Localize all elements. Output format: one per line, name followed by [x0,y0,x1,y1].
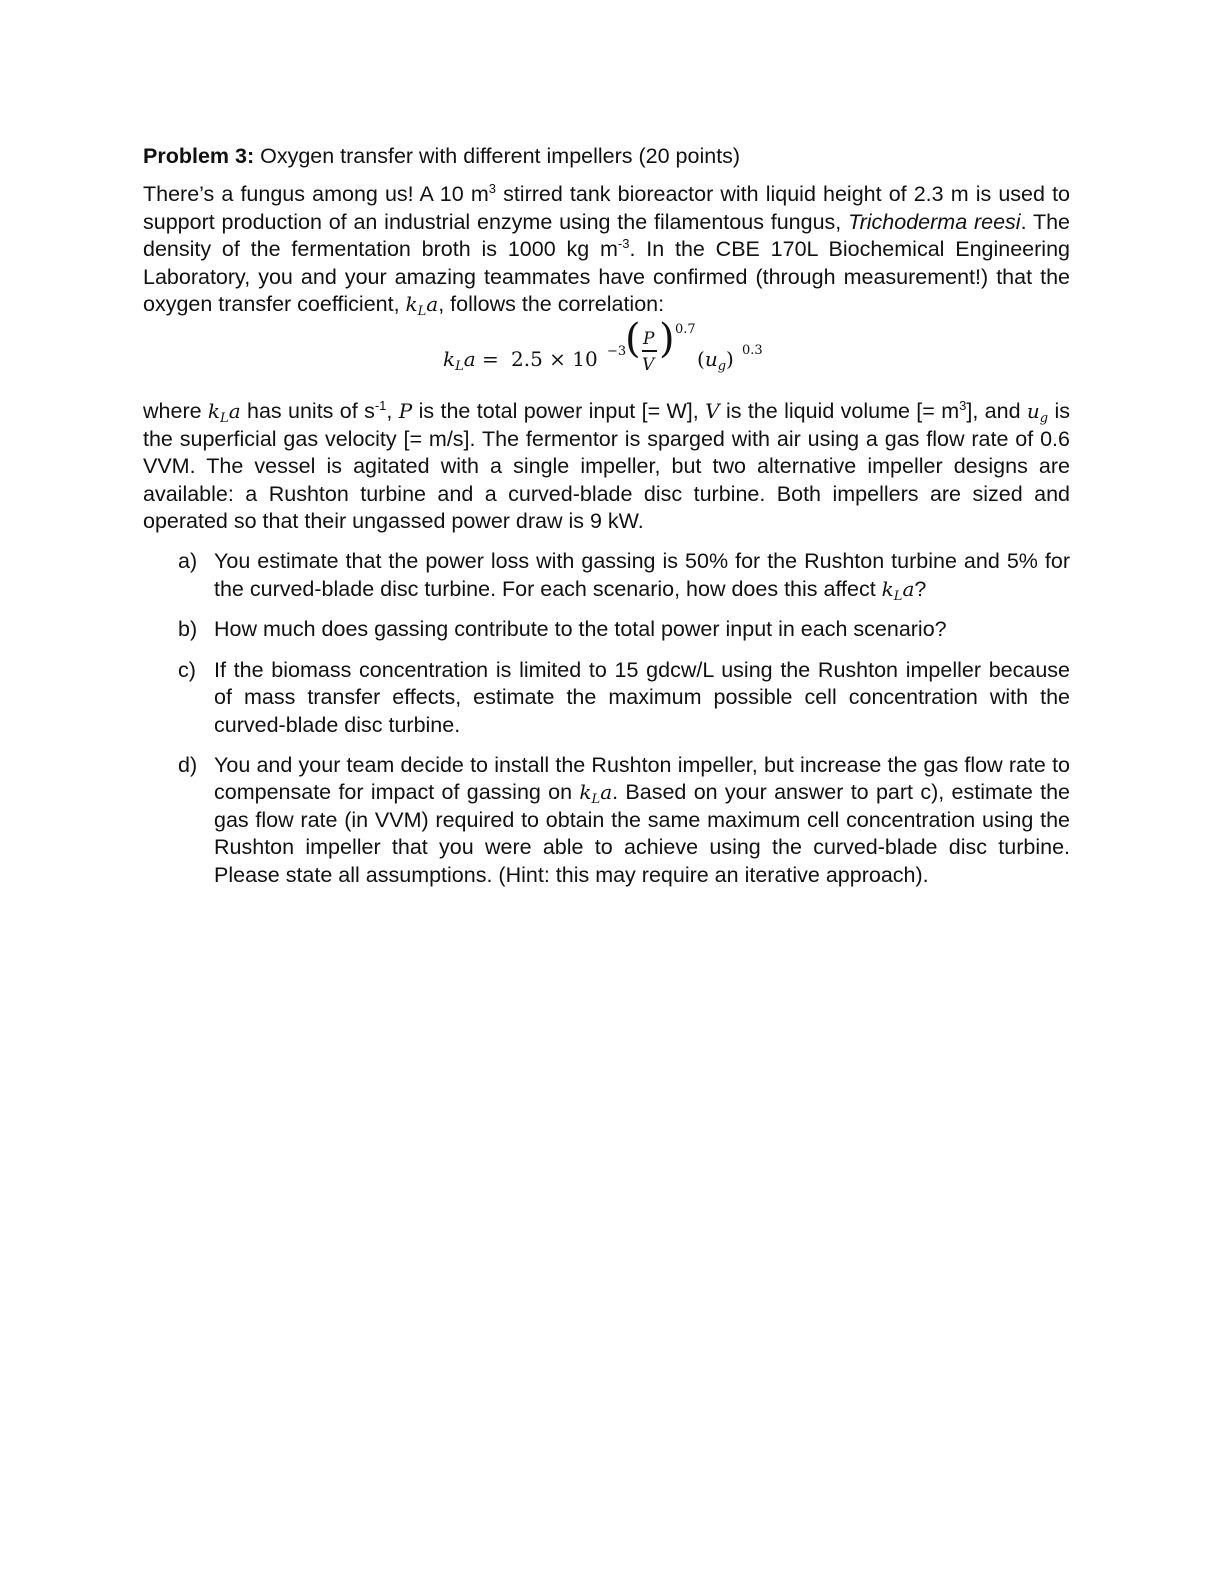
where-text-1: where [143,399,208,424]
where-text-6: ], and [966,399,1027,424]
where-text-5: is the liquid volume [= m [719,399,960,424]
intro-paragraph [143,181,1070,318]
question-d-text-2: . Based on your answer to part c), estimate the gas flow rate (in VVM) required to obtain the same maximum cell concentration using the Rushton impeller that you were able to achieve using the curved-blade disc turbine. Please state all assumptions. (Hint: this may require an iterative approach). [214,780,1070,887]
question-c-label: c) [178,657,196,682]
question-d-label: d) [178,752,198,777]
intro-text-1: There’s a fungus among us! A 10 m [143,182,489,207]
problem-label: Problem 3: [143,144,255,168]
equation-numerator: P [643,329,655,350]
question-a-text: You estimate that the power loss with gassing is 50% for the Rushton turbine and 5% for the curved-blade disc turbine. For each scenario, how does this affect [214,549,1070,601]
kla-correlation-equation [143,316,1070,392]
question-b [143,616,1070,643]
problem-content [143,143,1070,902]
kla-symbol: $k_La$ [881,576,915,604]
power-symbol: P [398,399,413,424]
gas-velocity-symbol: $u_g$ [1026,399,1049,427]
kla-symbol: $k_La$ [579,780,613,808]
equation-lhs: $k_La$ = [443,347,499,375]
question-d-text-1: You and your team decide to install the Rushton impeller, but increase the gas flow rate to compensate for impact of gassing on [214,752,1070,805]
where-sup-5: 3 [959,398,967,414]
kla-symbol: $k_La$ [405,292,439,320]
equation-gas-velocity-exponent: 0.3 [742,343,763,359]
where-text-4: is the total power input [= W], [412,399,706,424]
question-a [143,548,1070,603]
where-text-7: is the superficial gas velocity [= m/s]. The fermentor is sparged with air using a gas flow rate of 0.6 VVM. The vessel is agitated with a single impeller, but two alternative impeller designs are available: a Rushton turbine and a curved-blade disc turbine. Both impellers are sized and operated so that their ungassed power draw is 9 kW. [143,399,1070,534]
equation-coefficient-exponent: −3 [607,344,627,360]
question-a-end: ? [914,576,927,601]
organism-name: Trichoderma reesi [848,209,1021,234]
where-text-2: has units of s [240,399,375,424]
question-c [143,657,1070,739]
volume-symbol: V [705,399,720,424]
intro-text-4: . In the CBE 170L Biochemical Engineering Laboratory, you and your amazing teammates have confirmed (through measurement!) that the oxygen transfer coefficient, [143,237,1070,317]
equation-right-paren: ) [659,316,675,363]
question-list [143,548,1070,888]
equation-denominator: V [642,355,655,376]
equation-power-exponent: 0.7 [675,322,696,338]
where-sup-2: -1 [374,398,387,414]
problem-title: Oxygen transfer with different impellers (20 points) [254,144,741,168]
intro-sup-1: 3 [488,181,496,197]
kla-symbol: $k_La$ [207,399,241,427]
where-text-3: , [386,399,399,424]
where-paragraph [143,398,1070,535]
equation-gas-velocity: $(u_g)$ [697,347,734,375]
question-d [143,752,1070,889]
question-a-label: a) [178,549,198,574]
intro-sup-3: -3 [617,236,630,252]
intro-text-2: stirred tank bioreactor with liquid height of 2.3 m is used to support production of an industrial enzyme using the filamentous fungus, [143,182,1071,234]
question-c-text: If the biomass concentration is limited to 15 gdcw/L using the Rushton impeller because of mass transfer effects, estimate the maximum possible cell concentration with the curved-blade disc turbine. [214,657,1070,737]
question-b-label: b) [178,617,198,642]
problem-heading [143,143,1070,170]
intro-text-5: , follows the correlation: [438,292,665,317]
equation-left-paren: ( [625,316,641,363]
equation-coefficient: 2.5 × 10 [511,347,598,372]
intro-text-3: . The density of the fermentation broth is 1000 kg m [143,209,1070,262]
question-b-text: How much does gassing contribute to the total power input in each scenario? [214,617,947,642]
